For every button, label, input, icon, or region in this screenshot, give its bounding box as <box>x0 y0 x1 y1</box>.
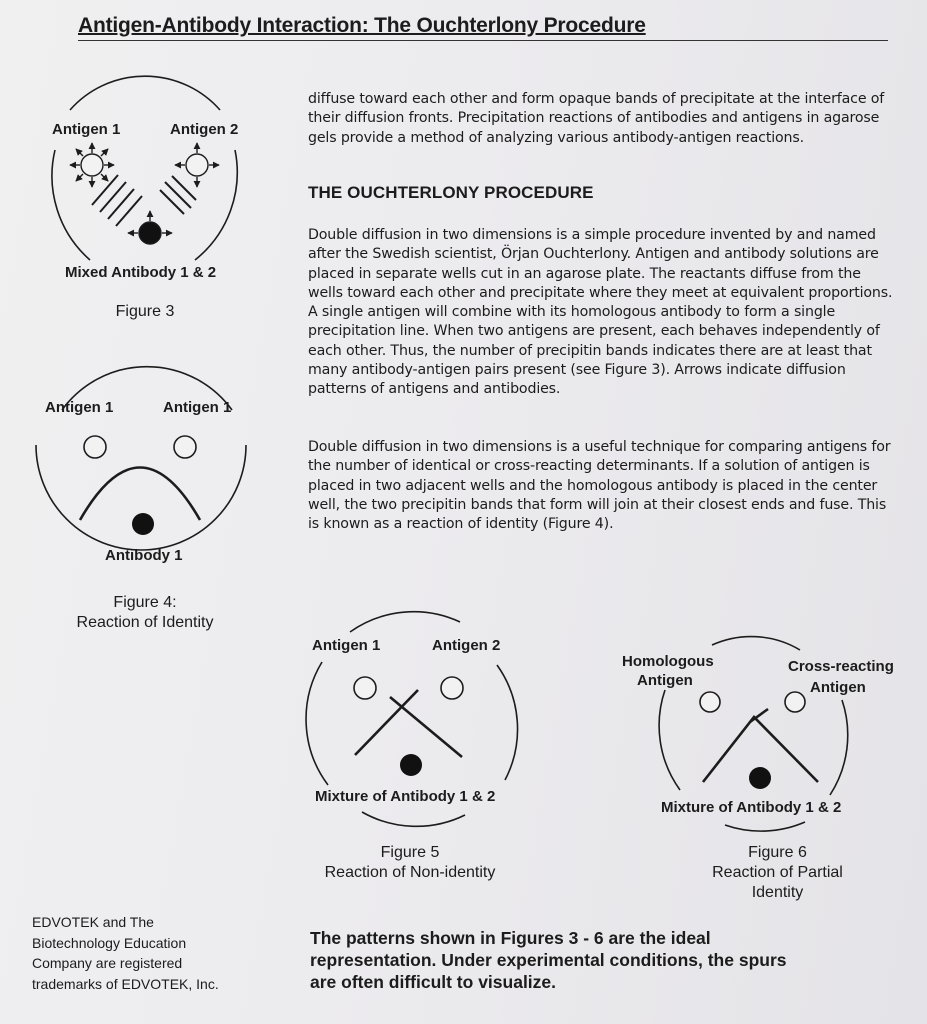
figure-3 <box>52 76 238 281</box>
note-line: are often difficult to visualize. <box>310 972 557 992</box>
figure-5-antigen-2-well <box>441 677 463 699</box>
page-title: Antigen-Antibody Interaction: The Ouchterlony Procedure <box>78 14 888 41</box>
figure-4-antigen-1b-label: Antigen 1 <box>163 399 232 416</box>
figure-6-caption-text: Reaction of Partial <box>712 864 843 881</box>
figure-5-antigen-1-label: Antigen 1 <box>312 637 381 654</box>
figure-6-homologous-label-line2: Antigen <box>637 672 693 689</box>
figure-5 <box>306 612 517 827</box>
figure-3-antigen-2-well <box>175 143 219 187</box>
figure-6-antibody-label: Mixture of Antibody 1 & 2 <box>661 799 842 816</box>
figure-6 <box>622 637 894 832</box>
figure-6-homologous-well <box>700 692 720 712</box>
figure-4-antigen-1-well <box>84 436 106 458</box>
figure-4-caption-text: Reaction of Identity <box>76 614 214 631</box>
figure-6-homologous-label-line1: Homologous <box>622 653 714 670</box>
figure-6-caption-title: Figure 6 <box>748 844 807 861</box>
trademark-notice <box>32 912 272 994</box>
trademark-line: Company are registered <box>32 955 183 971</box>
figure-3-antigen-1-well <box>70 143 114 187</box>
figure-4-antigen-1b-well <box>174 436 196 458</box>
figure-5-antibody-label: Mixture of Antibody 1 & 2 <box>315 788 496 805</box>
trademark-line: EDVOTEK and The <box>32 914 154 930</box>
ideal-representation-note <box>310 927 870 993</box>
figure-5-antigen-2-label: Antigen 2 <box>432 637 501 654</box>
figure-4-antibody-label: Antibody 1 <box>105 547 183 564</box>
figure-6-cross-reacting-label-line1: Cross-reacting <box>788 658 894 675</box>
figure-5-antibody-well <box>400 754 422 776</box>
figure-3-antigen-2-label: Antigen 2 <box>170 121 239 138</box>
figure-3-antibody-label: Mixed Antibody 1 & 2 <box>65 264 217 281</box>
note-line: The patterns shown in Figures 3 - 6 are the ideal <box>310 928 711 948</box>
figure-4-caption-title: Figure 4: <box>113 594 177 611</box>
figure-6-antibody-well <box>749 767 771 789</box>
figure-3-precipitin-bands-right <box>160 176 196 214</box>
note-line: representation. Under experimental conditions, the spurs <box>310 950 787 970</box>
figure-5-caption-text: Reaction of Non-identity <box>324 864 496 881</box>
figure-3-antibody-well <box>128 211 172 244</box>
figure-5-precipitin-line-2 <box>390 697 462 757</box>
figure-6-cross-reacting-well <box>785 692 805 712</box>
figure-3-antigen-1-label: Antigen 1 <box>52 121 121 138</box>
figure-4-caption <box>60 593 230 633</box>
intro-paragraph: diffuse toward each other and form opaque bands of precipitate at the interface of their diffusion fronts. Precipitation reactions of antibodies and antigens in agarose gels provide a method of analyzing various antibody-antigen reactions. <box>308 91 885 146</box>
figure-5-antigen-1-well <box>354 677 376 699</box>
trademark-line: trademarks of EDVOTEK, Inc. <box>32 975 219 992</box>
paragraph-identity: Double diffusion in two dimensions is a useful technique for comparing antigens for the number of identical or cross-reacting determinants. If a solution of antigen is placed in two adjacent wells and the homologous antibody is placed in the center well, the two precipitin bands that form will join at their closest ends and fuse. This is known as a reaction of identity (Figure 4). <box>308 439 891 533</box>
figure-4 <box>36 367 246 564</box>
section-heading: THE OUCHTERLONY PROCEDURE <box>308 183 594 202</box>
figure-4-antigen-1-label: Antigen 1 <box>45 399 114 416</box>
figure-6-cross-reacting-label-line2: Antigen <box>810 679 866 696</box>
figure-3-precipitin-bands-left <box>92 175 142 226</box>
figure-6-caption-text-2: Identity <box>751 884 804 901</box>
paragraph-procedure: Double diffusion in two dimensions is a simple procedure invented by and named after the Swedish scientist, Örjan Ouchterlony. Antigen and antibody solutions are placed in separate wells cut in an agarose plate. The reactants diffuse from the wells toward each other and precipitate where they meet at equivalent proportions. A single antigen will combine with its homologous antibody to form a single precipitation line. When two antigens are present, each behaves independently of each other. Thus, the number of precipitin bands indicates there are at least that many antibody-antigen pairs present (see Figure 3). Arrows indicate diffusion patterns of antigens and antibodies. <box>308 227 893 398</box>
figure-3-caption: Figure 3 <box>115 303 175 320</box>
figure-4-antibody-well <box>132 513 154 535</box>
figure-4-precipitin-arc <box>80 468 200 521</box>
figure-6-caption <box>690 843 865 903</box>
figure-5-caption-title: Figure 5 <box>380 844 440 861</box>
trademark-line: Biotechnology Education <box>32 934 187 951</box>
figure-6-spur <box>750 709 768 722</box>
figure-5-caption <box>305 843 515 883</box>
